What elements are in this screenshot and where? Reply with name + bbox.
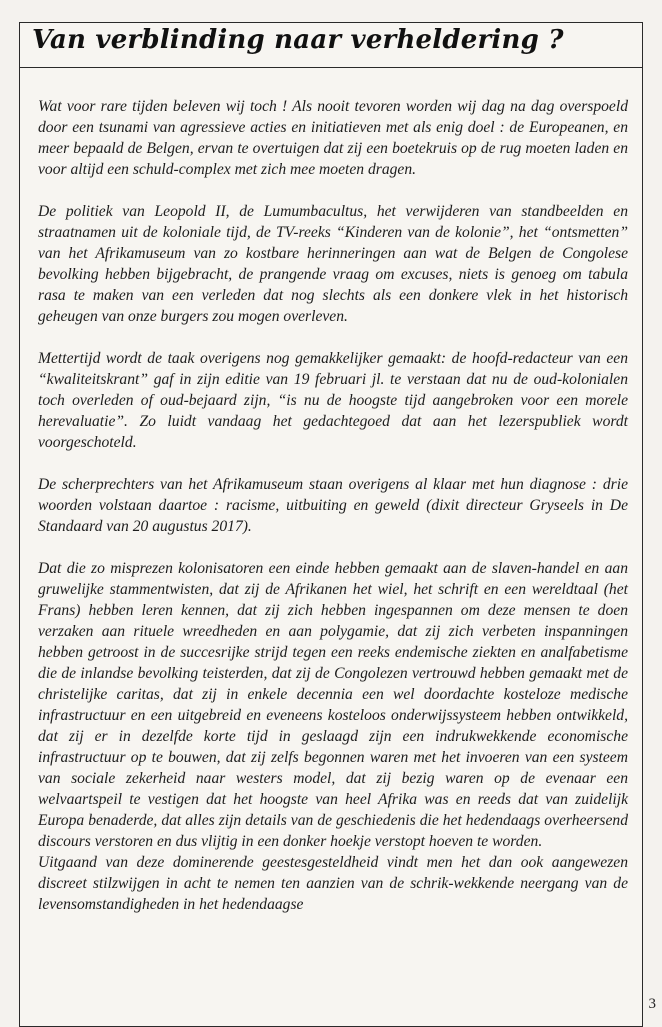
article-title: Van verblinding naar verheldering ? [32,25,564,55]
paragraph-3: Mettertijd wordt de taak overigens nog gemakkelijker gemaakt: de hoofd-redacteur van een “kwaliteitskrant” gaf in zijn editie van 19 februari jl. te verstaan dat nu de oud-kolonialen toch overleden of oud-bejaard zijn, “is nu de hoogste tijd aangebroken voor een morele herevaluatie”. Zo luidt vandaag het gedachtegoed dat aan het lezerspubliek wordt voorgeschoteld. [38,350,628,451]
paragraph-4: De scherprechters van het Afrikamuseum staan overigens al klaar met hun diagnose : drie woorden volstaan daartoe : racisme, uitbuiting en geweld (dixit directeur Gryseels in De Standaard van 20 augustus 2017). [38,476,628,535]
page-number: 3 [648,996,656,1012]
title-divider [20,67,642,68]
paragraph-1: Wat voor rare tijden beleven wij toch ! Als nooit tevoren worden wij dag na dag overspoeld door een tsunami van agressieve acties en initiatieven met als enig doel : de Europeanen, en meer bepaald de Belgen, ervan te overtuigen dat zij een boetekruis op de rug moeten laden en voor altijd een schuld-complex met zich mee moeten dragen. [38,98,628,178]
paragraph-2: De politiek van Leopold II, de Lumumbacultus, het verwijderen van standbeelden en straatnamen uit de koloniale tijd, de TV-reeks “Kinderen van de kolonie”, het “ontsmetten” van het Afrikamuseum van zo kostbare herinneringen aan wat de Belgen de Congolese bevolking hebben bijgebracht, de prangende vraag om excuses, niets is genoeg om tabula rasa te maken van een verleden dat nog slechts als een donkere vlek in het historisch geheugen van onze burgers zou mogen overleven. [38,203,628,325]
article-body [38,96,628,915]
paragraph-5: Dat die zo misprezen kolonisatoren een einde hebben gemaakt aan de slaven-handel en aan gruwelijke stammentwisten, dat zij de Afrikanen het wiel, het schrift en een wereldtaal (het Frans) hebben leren kennen, dat zij zich hebben ingespannen om deze mensen te doen verzaken aan rituele wreedheden en aan polygamie, dat zij zich verbeten inspanningen hebben getroost in de succesrijke strijd tegen een reeks endemische ziekten en analfabetisme die de inlandse bevolking teisterden, dat zij de Congolezen vertrouwd hebben gemaakt met de christelijke caritas, dat zij in enkele decennia een wel doordachte kosteloze medische infrastructuur en een uitgebreid en eveneens kosteloos onderwijssysteem hebben ontwikkeld, dat zij er in dezelfde korte tijd in geslaagd zijn een indrukwekkende economische infrastructuur op te bouwen, dat zij zelfs begonnen waren met het invoeren van een systeem van sociale zekerheid naar westers model, dat zij bezig waren op de evenaar een welvaartspeil te vestigen dat het hoogste van heel Afrika was en reeds dat van zuidelijk Europa benaderde, dat alles zijn details van de geschiedenis die het hedendaags overheersend discours verstoren en dus vlijtig in een donker hoekje verstopt hoeven te worden. [38,560,628,850]
paragraph-6: Uitgaand van deze dominerende geestesgesteldheid vindt men het dan ook aangewezen discreet stilzwijgen in acht te nemen ten aanzien van de schrik-wekkende neergang van de levensomstandigheden in het hedendaagse [38,854,628,913]
article-frame [19,22,643,1027]
